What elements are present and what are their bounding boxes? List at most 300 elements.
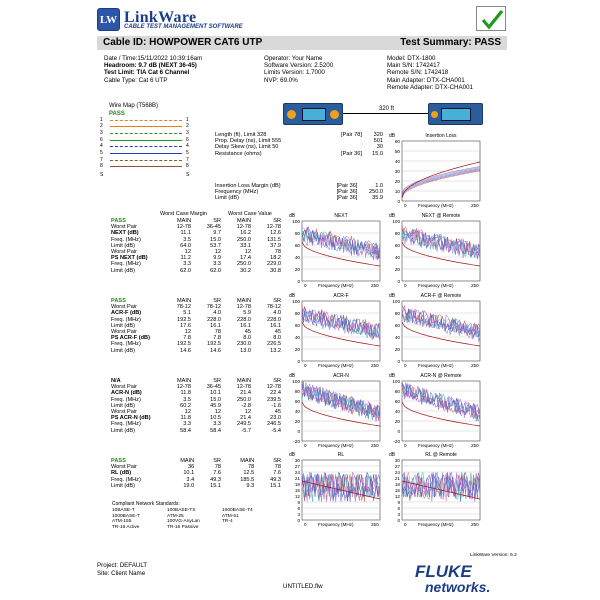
- graph-unit: dB: [389, 373, 396, 379]
- y-tick-label: 40: [294, 254, 300, 260]
- result-cell: 8.0: [273, 335, 281, 342]
- result-cell: Freq. (MHz): [111, 476, 141, 483]
- table-cell: 35.9: [372, 195, 383, 202]
- graph-title: NEXT @ Remote: [421, 213, 461, 219]
- y-tick-label: 21: [394, 475, 400, 481]
- y-tick-label: 40: [294, 334, 300, 340]
- y-tick-label: 9: [397, 499, 400, 505]
- graph-unit: dB: [289, 373, 296, 379]
- x-tick-label: 0: [404, 203, 407, 208]
- result-cell: 36-45: [206, 384, 221, 391]
- graph-unit: dB: [289, 452, 296, 458]
- result-cell: RL (dB): [111, 470, 132, 477]
- wiremap-pin-left: 5: [100, 150, 103, 156]
- result-cell: Freq. (MHz): [111, 396, 141, 403]
- result-cell: 12.5: [243, 470, 255, 477]
- x-axis-label: Frequency (MHz): [418, 283, 454, 288]
- y-tick-label: 100: [292, 218, 300, 224]
- info-right-line: Remote S/N: 1742418: [387, 69, 449, 77]
- standard-item: 100VG-AnyLan: [167, 519, 200, 525]
- y-tick-label: 9: [297, 499, 300, 505]
- y-tick-label: 18: [394, 481, 400, 487]
- y-tick-label: 20: [394, 346, 400, 352]
- result-cell: 12-78: [266, 224, 281, 231]
- table-cell: 320: [373, 132, 383, 138]
- wiremap-pin-right: 6: [186, 137, 189, 143]
- result-cell: SR: [213, 378, 221, 384]
- result-cell: Limit (dB): [111, 427, 135, 434]
- standard-item: ATM-51: [222, 513, 239, 519]
- y-tick-label: 27: [294, 463, 300, 469]
- y-tick-label: -20: [293, 438, 300, 444]
- y-tick-label: 100: [392, 378, 400, 384]
- y-tick-label: 60: [294, 322, 300, 328]
- result-cell: 78: [214, 464, 221, 471]
- wiremap-pin-left: 7: [100, 157, 103, 163]
- graph-plot: [288, 373, 383, 453]
- y-tick-label: 50: [394, 148, 400, 154]
- y-tick-label: 30: [294, 457, 300, 463]
- pass-check-icon: [476, 6, 506, 31]
- result-cell: 12-78: [176, 224, 191, 231]
- result-cell: 13.0: [240, 347, 251, 354]
- y-tick-label: 20: [394, 266, 400, 272]
- result-cell: PASS: [111, 218, 126, 224]
- result-cell: Freq. (MHz): [111, 236, 141, 243]
- y-tick-label: 20: [294, 418, 300, 424]
- y-tick-label: 80: [394, 388, 400, 394]
- result-cell: 13.2: [270, 347, 281, 354]
- result-cell: 230.0: [237, 341, 251, 348]
- table-cell: Delay Skew (ns), Limit 50: [215, 144, 279, 151]
- y-tick-label: 0: [397, 278, 400, 284]
- result-cell: 12: [184, 249, 191, 256]
- result-cell: 226.5: [267, 341, 281, 348]
- y-tick-label: 0: [297, 358, 300, 364]
- graph-title: Insertion Loss: [425, 133, 457, 139]
- graph-next: [388, 213, 483, 293]
- result-cell: 78: [247, 464, 255, 471]
- result-cell: 36: [187, 464, 195, 471]
- result-block: [110, 458, 282, 489]
- standard-item: 10BASE-T: [112, 508, 135, 513]
- graph-acrn: [388, 373, 483, 453]
- result-cell: NEXT (dB): [111, 230, 139, 237]
- wiremap-pin-right: 8: [186, 163, 189, 169]
- x-tick-label: 250: [471, 522, 479, 527]
- table-cell: [Pair 36]: [336, 183, 358, 189]
- result-cell: 18.2: [270, 255, 281, 262]
- y-tick-label: 60: [294, 242, 300, 248]
- y-tick-label: 27: [394, 463, 400, 469]
- result-cell: 11.1: [180, 230, 191, 237]
- result-cell: 45: [274, 329, 281, 336]
- result-cell: Worst Pair: [111, 224, 138, 231]
- result-cell: 16.1: [210, 322, 221, 329]
- result-cell: 3.3: [213, 261, 221, 268]
- y-tick-label: 12: [394, 493, 400, 499]
- result-cell: 7.8: [213, 335, 221, 342]
- result-cell: 23.0: [270, 415, 281, 422]
- wire-pair-line: [110, 166, 182, 167]
- result-cell: MAIN: [237, 218, 251, 224]
- il-table: [214, 183, 384, 202]
- result-cell: 15.1: [210, 482, 221, 489]
- result-cell: Freq. (MHz): [111, 316, 141, 323]
- x-tick-label: 0: [404, 283, 407, 288]
- x-axis-label: Frequency (MHz): [318, 283, 354, 288]
- result-cell: 185.5: [240, 476, 255, 483]
- result-cell: 78: [274, 464, 281, 471]
- y-tick-label: 60: [394, 398, 400, 404]
- main-tester-icon: [283, 103, 343, 125]
- graph-plot: [388, 293, 483, 373]
- result-cell: 14.6: [180, 347, 191, 354]
- remote-tester-icon: [428, 103, 483, 125]
- result-cell: 78: [214, 329, 221, 336]
- y-tick-label: 0: [397, 358, 400, 364]
- y-tick-label: 80: [394, 230, 400, 236]
- table-cell: [Pair 36]: [336, 189, 358, 196]
- y-tick-label: 0: [397, 428, 400, 434]
- wiremap-pin-right: S: [186, 172, 190, 178]
- result-cell: 19.0: [183, 482, 195, 489]
- result-cell: 15.1: [270, 482, 281, 489]
- result-cell: 3.4: [186, 476, 195, 483]
- result-block: [110, 298, 282, 354]
- y-tick-label: 100: [292, 298, 300, 304]
- brand-name: LinkWare: [124, 9, 197, 26]
- result-cell: 3.5: [183, 236, 191, 243]
- wiremap-pin-left: 2: [100, 123, 103, 129]
- result-cell: PS ACR-N (dB): [111, 415, 151, 422]
- cable-length: 320 ft: [379, 106, 395, 112]
- result-cell: 3.3: [183, 261, 191, 268]
- result-cell: SR: [273, 458, 281, 464]
- graph-plot: [388, 213, 483, 293]
- result-cell: 8.0: [243, 335, 251, 342]
- info-mid: [264, 55, 333, 84]
- result-cell: 15.0: [210, 236, 221, 243]
- y-tick-label: 40: [394, 158, 400, 164]
- result-cell: 11.2: [180, 255, 191, 262]
- y-tick-label: 20: [294, 346, 300, 352]
- result-row: [110, 483, 282, 489]
- result-cell: 17.6: [180, 322, 191, 329]
- result-cell: 9.9: [213, 255, 221, 262]
- graph-il: [388, 133, 483, 213]
- result-cell: MAIN: [177, 218, 191, 224]
- y-tick-label: 100: [292, 378, 300, 384]
- result-cell: Limit (dB): [111, 347, 135, 354]
- result-cell: 78-12: [206, 304, 221, 311]
- result-cell: ACR-N (dB): [111, 390, 142, 397]
- x-axis-label: Frequency (MHz): [318, 363, 354, 368]
- standard-item: TR-16 Passive: [167, 524, 199, 530]
- result-cell: 12: [214, 249, 221, 256]
- result-cell: 228.0: [237, 316, 251, 323]
- result-cell: SR: [213, 458, 221, 464]
- y-tick-label: 40: [394, 254, 400, 260]
- graph-plot: [388, 133, 483, 213]
- result-cell: 53.7: [210, 242, 221, 249]
- result-cell: MAIN: [237, 298, 251, 304]
- info-left-line: Test Limit: TIA Cat 6 Channel: [104, 69, 190, 77]
- y-tick-label: 40: [394, 334, 400, 340]
- info-right: [387, 55, 473, 91]
- project-label: Project: DEFAULT: [97, 562, 148, 569]
- graph-plot: [388, 452, 483, 532]
- table-cell: [Pair 36]: [341, 150, 362, 157]
- wiremap-pin-right: 1: [186, 117, 189, 123]
- result-cell: SR: [213, 298, 221, 304]
- wiremap-pin-left: 4: [100, 143, 103, 149]
- y-tick-label: 0: [297, 428, 300, 434]
- result-cell: 16.1: [240, 322, 251, 329]
- y-tick-label: 60: [394, 242, 400, 248]
- result-cell: Freq. (MHz): [111, 421, 141, 428]
- result-cell: 12: [184, 409, 191, 416]
- table-row: [214, 151, 384, 157]
- wire-pair-line: [110, 160, 182, 161]
- result-cell: 229.0: [267, 261, 281, 268]
- info-left-line: Date / Time:15/11/2022 10:39:16am: [104, 55, 203, 62]
- x-axis-label: Frequency (MHz): [318, 443, 354, 448]
- x-tick-label: 0: [304, 363, 307, 368]
- result-cell: MAIN: [177, 298, 191, 304]
- result-cell: 7.6: [273, 470, 281, 477]
- graph-unit: dB: [389, 213, 396, 219]
- table-cell: Length (ft), Limit 328: [215, 132, 267, 138]
- graph-acrn: [288, 373, 383, 453]
- x-axis-label: Frequency (MHz): [418, 203, 454, 208]
- fluke-word: FLUKE: [415, 562, 472, 581]
- result-cell: 17.4: [240, 255, 251, 262]
- result-cell: 60.2: [180, 402, 191, 409]
- result-cell: 12-78: [176, 384, 191, 391]
- result-cell: MAIN: [180, 458, 195, 464]
- table-cell: [Pair 36]: [336, 195, 358, 202]
- y-tick-label: 40: [294, 408, 300, 414]
- graph-plot: [388, 373, 483, 453]
- result-cell: Freq. (MHz): [111, 261, 141, 268]
- y-tick-label: 30: [394, 457, 400, 463]
- wiremap-pin-left: 3: [100, 130, 103, 136]
- x-axis-label: Frequency (MHz): [418, 363, 454, 368]
- result-cell: Limit (dB): [111, 242, 135, 249]
- result-cell: SR: [273, 298, 281, 304]
- result-cell: -5.7: [241, 427, 251, 434]
- y-tick-label: 10: [394, 188, 400, 194]
- result-cell: Worst Pair: [111, 384, 138, 391]
- table-cell: 1.0: [375, 183, 383, 189]
- result-cell: 15.0: [210, 396, 221, 403]
- graph-title: ACR-F @ Remote: [420, 293, 462, 299]
- y-tick-label: 3: [297, 511, 300, 517]
- graph-next: [288, 293, 383, 373]
- x-tick-label: 250: [471, 283, 479, 288]
- y-tick-label: 100: [392, 298, 400, 304]
- result-cell: 5.9: [243, 310, 251, 317]
- result-cell: 3.5: [183, 396, 191, 403]
- wiremap-diagram: [100, 118, 192, 188]
- x-tick-label: 0: [404, 363, 407, 368]
- y-tick-label: 6: [397, 505, 400, 511]
- result-cell: 30.8: [270, 267, 281, 274]
- x-tick-label: 0: [404, 443, 407, 448]
- wiremap-pin-right: 3: [186, 130, 189, 136]
- result-cell: 10.1: [210, 390, 221, 397]
- y-tick-label: 60: [394, 138, 400, 144]
- result-cell: 9.3: [246, 482, 255, 489]
- table-cell: 30: [376, 144, 383, 151]
- result-cell: 78-12: [176, 304, 191, 311]
- result-cell: 7.8: [183, 335, 191, 342]
- result-cell: 62.0: [180, 267, 191, 274]
- table-cell: 250.0: [369, 189, 383, 196]
- wiremap-result: PASS: [109, 111, 125, 117]
- result-row: [110, 428, 282, 434]
- result-row: [110, 348, 282, 354]
- networks-word: networks.: [425, 579, 491, 595]
- graph-title: RL: [337, 452, 345, 458]
- graph-unit: dB: [389, 133, 396, 139]
- standard-item: TR-4: [222, 519, 233, 525]
- worst-case-margin-label: Worst Case Margin: [160, 211, 207, 217]
- x-axis-label: Frequency (MHz): [318, 522, 354, 527]
- result-cell: 5.1: [183, 310, 191, 317]
- y-tick-label: 20: [394, 178, 400, 184]
- y-tick-label: 0: [397, 198, 400, 204]
- wiremap-pin-left: 6: [100, 137, 103, 143]
- result-block: [110, 378, 282, 434]
- cable-id: Cable ID: HOWPOWER CAT6 UTP: [103, 37, 263, 48]
- result-cell: 250.0: [237, 396, 251, 403]
- result-cell: 16.2: [240, 230, 251, 237]
- result-cell: 250.0: [237, 261, 251, 268]
- info-mid-line: NVP: 69.0%: [264, 76, 298, 84]
- result-cell: 14.6: [210, 347, 221, 354]
- result-cell: 30.2: [240, 267, 251, 274]
- standard-item: ATM-155: [112, 519, 132, 525]
- result-cell: 12: [184, 329, 191, 336]
- y-tick-label: -20: [393, 438, 400, 444]
- x-tick-label: 0: [304, 522, 307, 527]
- y-tick-label: 40: [394, 408, 400, 414]
- wiremap-pin-left: 8: [100, 163, 103, 169]
- result-cell: 10.5: [210, 415, 221, 422]
- table-cell: [Pair 78]: [341, 132, 362, 138]
- result-cell: Worst Pair: [111, 464, 138, 471]
- wiremap-pin-right: 4: [186, 143, 189, 149]
- result-cell: 4.0: [273, 310, 281, 317]
- result-cell: Worst Pair: [111, 329, 138, 336]
- result-cell: 9.7: [213, 230, 221, 237]
- x-tick-label: 250: [371, 363, 379, 368]
- info-right-line: Remote Adapter: DTX-CHA001: [387, 83, 473, 91]
- result-cell: PASS: [111, 298, 126, 304]
- graph-rl: [388, 452, 483, 532]
- info-left: [104, 55, 202, 84]
- graph-plot: [288, 452, 383, 532]
- y-tick-label: 24: [394, 469, 400, 475]
- y-tick-label: 80: [394, 310, 400, 316]
- y-tick-label: 21: [294, 475, 300, 481]
- x-axis-label: Frequency (MHz): [418, 522, 454, 527]
- linkware-version: LinkWare Version: 6.2: [470, 553, 517, 558]
- site-label: Site: Client Name: [97, 570, 146, 577]
- file-name: UNTITLED.flw: [283, 583, 323, 590]
- result-cell: 12-78: [236, 304, 251, 311]
- title-bar: [97, 36, 507, 50]
- result-cell: MAIN: [177, 378, 191, 384]
- result-cell: 12: [244, 249, 251, 256]
- result-cell: 228.0: [267, 316, 281, 323]
- result-cell: Worst Pair: [111, 304, 138, 311]
- result-cell: 49.3: [210, 476, 221, 483]
- wire-pair-line: [110, 146, 182, 147]
- result-cell: 192.5: [177, 316, 191, 323]
- result-cell: 192.5: [177, 341, 191, 348]
- result-cell: -2.8: [241, 402, 251, 409]
- info-mid-line: Software Version: 2.5200: [264, 62, 334, 70]
- result-cell: 21.4: [240, 390, 251, 397]
- x-tick-label: 0: [304, 443, 307, 448]
- info-mid-line: Limits Version: 1.7000: [264, 69, 325, 77]
- result-cell: 3.3: [183, 421, 191, 428]
- table-cell: Frequency (MHz): [215, 189, 259, 196]
- y-tick-label: 24: [294, 469, 300, 475]
- standard-item: 1000BASE-T4: [222, 508, 253, 513]
- result-cell: 11.8: [180, 390, 191, 397]
- wiremap-pin-right: 7: [186, 157, 189, 163]
- result-cell: 49.3: [270, 476, 281, 483]
- result-cell: 37.9: [270, 242, 281, 249]
- info-mid-line: Operator: Your Name: [264, 55, 323, 62]
- linkware-logo-icon: LW: [97, 8, 120, 31]
- graph-unit: dB: [289, 213, 296, 219]
- wiremap-title: Wire Map (T568B): [109, 103, 159, 109]
- result-cell: N/A: [111, 378, 121, 384]
- wire-pair-line: [110, 126, 182, 127]
- result-cell: 249.5: [237, 421, 251, 428]
- result-cell: 58.4: [180, 427, 191, 434]
- result-cell: PS ACR-F (dB): [111, 335, 150, 342]
- result-cell: 58.4: [210, 427, 221, 434]
- result-cell: Worst Pair: [111, 409, 138, 416]
- y-tick-label: 15: [294, 487, 300, 493]
- result-cell: 45: [244, 329, 251, 336]
- wire-pair-line: [110, 153, 182, 154]
- result-cell: -5.4: [271, 427, 281, 434]
- y-tick-label: 0: [297, 517, 300, 523]
- info-left-line: Cable Type: Cat 6 UTP: [104, 76, 168, 84]
- result-cell: 250.0: [237, 236, 251, 243]
- x-tick-label: 250: [371, 522, 379, 527]
- result-cell: 78-12: [266, 304, 281, 311]
- result-cell: 3.3: [213, 421, 221, 428]
- x-tick-label: 0: [404, 522, 407, 527]
- table-cell: Prop. Delay (ns), Limit 555: [215, 138, 282, 145]
- result-cell: 62.0: [210, 267, 221, 274]
- result-cell: PASS: [111, 458, 126, 464]
- x-tick-label: 250: [371, 443, 379, 448]
- result-cell: Limit (dB): [111, 402, 135, 409]
- standard-item: ATM-25: [167, 513, 184, 519]
- graph-plot: [288, 293, 383, 373]
- standard-item: 100BASE-TX: [167, 508, 196, 513]
- y-tick-label: 100: [392, 218, 400, 224]
